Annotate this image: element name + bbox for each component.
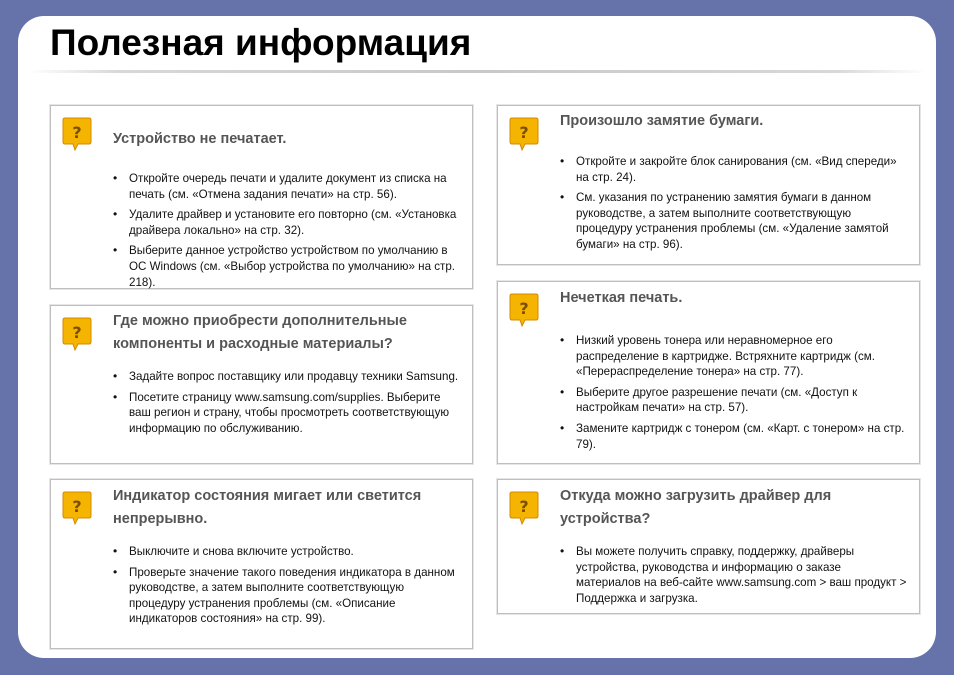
card-title: Произошло замятие бумаги. — [560, 113, 764, 129]
card-paper-jam — [497, 105, 920, 265]
card-where-to-buy — [50, 305, 473, 464]
list-item: • Выберите другое разрешение печати (см. «Доступ к настройкам печати» на стр. 57). — [560, 385, 907, 416]
card-unclear-print — [497, 281, 920, 464]
question-icon — [61, 490, 93, 530]
list-item: • Задайте вопрос поставщику или продавцу техники Samsung. — [113, 369, 460, 385]
list-item: • Проверьте значение такого поведения индикатора в данном руководстве, а затем выполните соответствующую процедуру устранения проблемы (см. «Описание индикаторов состояния» на стр. 99). — [113, 565, 460, 627]
svg-text:?: ? — [519, 123, 529, 142]
page — [18, 16, 936, 658]
svg-text:?: ? — [519, 497, 529, 516]
bullet-list — [560, 154, 907, 258]
list-item: • Откройте и закройте блок санирования (см. «Вид спереди» на стр. 24). — [560, 154, 907, 185]
card-title: Откуда можно загрузить драйвер для устройства? — [560, 488, 832, 527]
list-item: • Выберите данное устройство устройством по умолчанию в ОС Windows (см. «Выбор устройства по умолчанию» на стр. 218). — [113, 243, 460, 290]
card-device-not-printing — [50, 105, 473, 289]
title-divider — [28, 70, 926, 73]
card-title: Нечеткая печать. — [560, 290, 683, 306]
card-driver-download — [497, 479, 920, 614]
bullet-list — [560, 544, 907, 611]
list-item: • Выключите и снова включите устройство. — [113, 544, 460, 560]
bullet-list — [113, 171, 460, 295]
question-icon — [61, 116, 93, 156]
svg-text:?: ? — [519, 299, 529, 318]
svg-text:?: ? — [72, 123, 82, 142]
question-icon — [61, 316, 93, 356]
bullet-list — [113, 369, 460, 441]
card-title: Где можно приобрести дополнительные компоненты и расходные материалы? — [113, 313, 407, 352]
list-item: • Замените картридж с тонером (см. «Карт. с тонером» на стр. 79). — [560, 421, 907, 452]
list-item: • Посетите страницу www.samsung.com/supplies. Выберите ваш регион и страну, чтобы просмотреть соответствующую информацию по обслуживанию. — [113, 390, 460, 437]
list-item: • Вы можете получить справку, поддержку, драйверы устройства, руководства и информацию о заказе материалов на веб-сайте www.samsung.com > ваш продукт > Поддержка и загрузка. — [560, 544, 907, 606]
svg-text:?: ? — [72, 497, 82, 516]
list-item: • Низкий уровень тонера или неравномерное его распределение в картридже. Встряхните картридж (см. «Перераспределение тонера» на стр. 77). — [560, 333, 907, 380]
question-icon — [508, 292, 540, 332]
page-title: Полезная информация — [50, 22, 472, 63]
svg-text:?: ? — [72, 323, 82, 342]
card-title: Индикатор состояния мигает или светится непрерывно. — [113, 488, 422, 527]
question-icon — [508, 490, 540, 530]
list-item: • Откройте очередь печати и удалите документ из списка на печать (см. «Отмена задания печати» на стр. 56). — [113, 171, 460, 202]
card-status-indicator — [50, 479, 473, 649]
bullet-list — [560, 333, 907, 457]
list-item: • Удалите драйвер и установите его повторно (см. «Установка драйвера локально» на стр. 32). — [113, 207, 460, 238]
bullet-list — [113, 544, 460, 632]
list-item: • См. указания по устранению замятия бумаги в данном руководстве, а затем выполните соответствующую процедуру устранения проблемы (см. «Удаление замятой бумаги» на стр. 96). — [560, 190, 907, 252]
question-icon — [508, 116, 540, 156]
card-title: Устройство не печатает. — [113, 131, 287, 147]
